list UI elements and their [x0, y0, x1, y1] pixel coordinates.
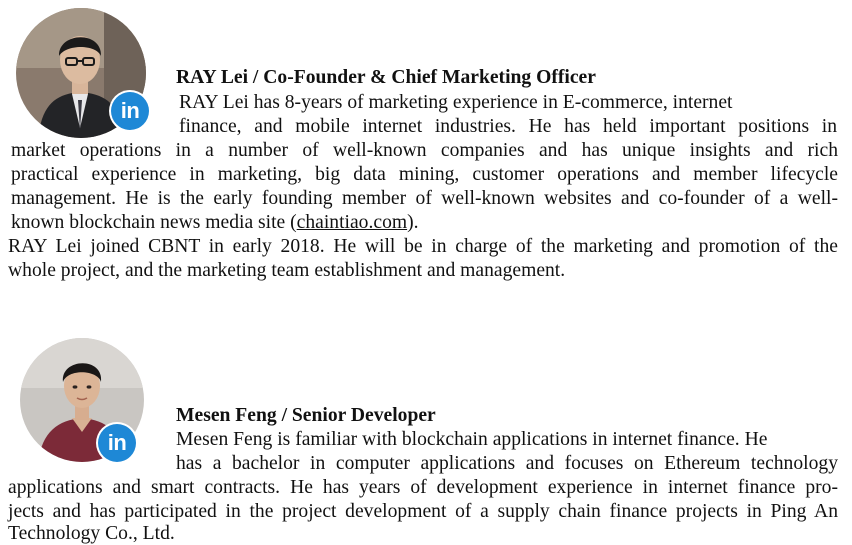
- bio-line: management. He is the early founding member of well-known websites and co-founder of a well-: [11, 188, 838, 209]
- bio-line: jects and has participated in the project development of a supply chain finance projects in Ping An: [8, 501, 838, 522]
- bio-line: has a bachelor in computer applications and focuses on Ethereum technology: [176, 453, 838, 474]
- profile-heading: RAY Lei / Co-Founder & Chief Marketing Officer: [176, 67, 596, 88]
- bio-text: known blockchain news media site (: [11, 212, 297, 233]
- bio-line: applications and smart contracts. He has years of development experience in internet finance pro-: [8, 477, 838, 498]
- bio-line: market operations in a number of well-known companies and has unique insights and rich: [11, 140, 838, 161]
- bio-line: [11, 211, 419, 234]
- linkedin-icon[interactable]: in: [98, 424, 136, 462]
- profile-mesen-feng: [0, 290, 852, 544]
- bio-line: finance, and mobile internet industries. He has held important positions in: [179, 116, 837, 137]
- bio-line: Technology Co., Ltd.: [8, 523, 175, 544]
- bio-line: Mesen Feng is familiar with blockchain applications in internet finance. He: [176, 429, 768, 450]
- bio-line: whole project, and the marketing team establishment and management.: [8, 260, 566, 281]
- website-link[interactable]: chaintiao.com: [296, 212, 408, 233]
- profile-heading: Mesen Feng / Senior Developer: [176, 405, 436, 426]
- bio-line: RAY Lei joined CBNT in early 2018. He will be in charge of the marketing and promotion of the: [8, 236, 838, 257]
- bio-line: practical experience in marketing, big data mining, customer operations and member lifecycle: [11, 164, 838, 185]
- bio-line: RAY Lei has 8-years of marketing experience in E-commerce, internet: [179, 92, 733, 113]
- bio-text: ).: [407, 212, 419, 233]
- linkedin-icon[interactable]: in: [111, 92, 149, 130]
